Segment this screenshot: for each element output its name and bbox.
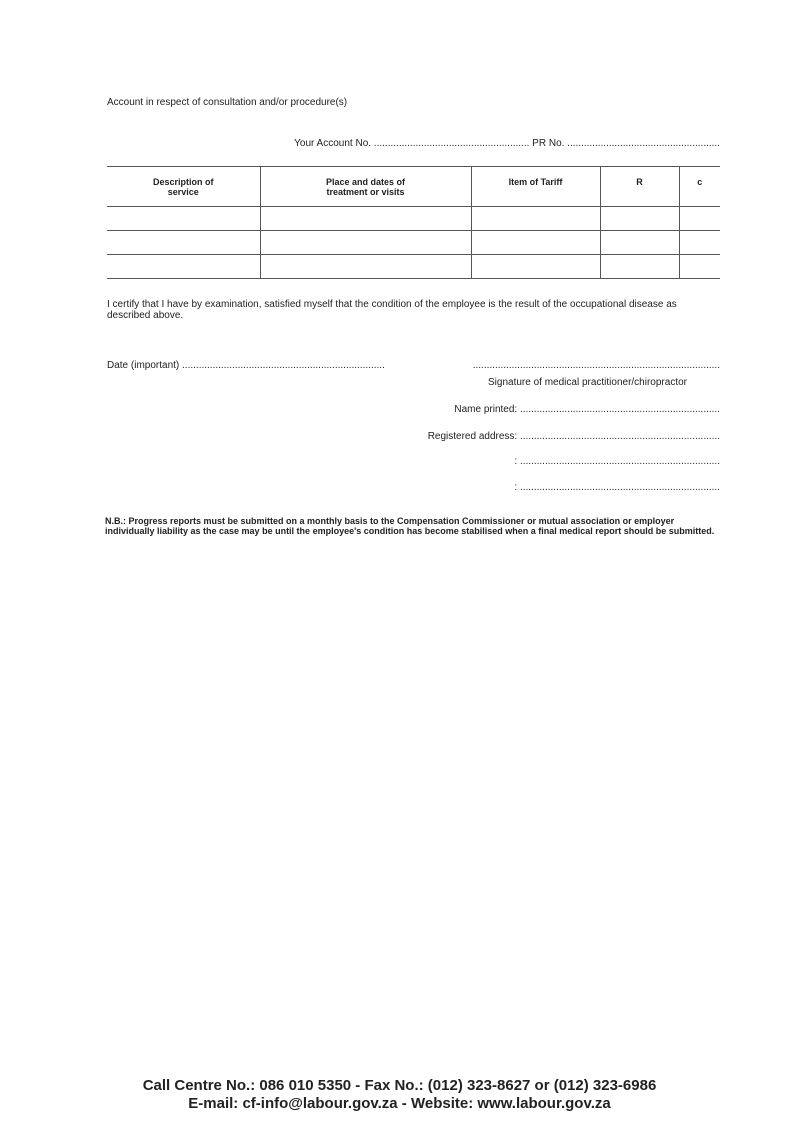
certification-text: I certify that I have by examination, satisfied myself that the condition of the employee is the result of the occupational disease as described above. bbox=[107, 299, 677, 321]
table-header-row bbox=[107, 167, 720, 207]
table-cell[interactable] bbox=[260, 255, 471, 279]
header-description bbox=[107, 167, 260, 207]
address-line-2: : ........................................................................ bbox=[514, 456, 720, 467]
header-place-dates bbox=[260, 167, 471, 207]
signature-line: ......................................................................................... bbox=[472, 360, 720, 371]
table-cell[interactable] bbox=[107, 231, 260, 255]
footer-web-line: E-mail: cf-info@labour.gov.za - Website: www.labour.gov.za bbox=[188, 1095, 611, 1112]
table-cell[interactable] bbox=[471, 255, 600, 279]
table-row bbox=[107, 231, 720, 255]
header-cents bbox=[679, 167, 720, 207]
address-line-3: : ........................................................................ bbox=[514, 482, 720, 493]
table-cell[interactable] bbox=[471, 207, 600, 231]
table-cell[interactable] bbox=[260, 207, 471, 231]
signature-caption: Signature of medical practitioner/chiropractor bbox=[488, 377, 687, 388]
progress-report-note: N.B.: Progress reports must be submitted on a monthly basis to the Compensation Commissioner or mutual association or employer individually liability as the case may be until the employee's condition has become stabilised when a final medical report should be submitted. bbox=[105, 516, 715, 536]
footer-contact-line: Call Centre No.: 086 010 5350 - Fax No.: (012) 323-8627 or (012) 323-6986 bbox=[142, 1077, 657, 1094]
table-cell[interactable] bbox=[600, 207, 679, 231]
table-row bbox=[107, 207, 720, 231]
account-heading: Account in respect of consultation and/or procedure(s) bbox=[107, 97, 348, 108]
table-cell[interactable] bbox=[260, 231, 471, 255]
table-cell[interactable] bbox=[679, 255, 720, 279]
table-cell[interactable] bbox=[679, 207, 720, 231]
table-row bbox=[107, 255, 720, 279]
header-rand-label: R bbox=[636, 177, 643, 187]
account-number-line: Your Account No. ........................................................ PR No. ....................................................... bbox=[294, 138, 720, 149]
table-cell[interactable] bbox=[600, 231, 679, 255]
name-printed-line: Name printed: ........................................................................ bbox=[454, 404, 720, 415]
header-item-tariff-label: Item of Tariff bbox=[508, 177, 563, 187]
header-rand bbox=[600, 167, 679, 207]
table-cell[interactable] bbox=[679, 231, 720, 255]
tariff-table bbox=[107, 166, 720, 279]
registered-address-line: Registered address: ........................................................................ bbox=[427, 431, 720, 442]
header-description-label: Description of service bbox=[152, 177, 214, 197]
table-cell[interactable] bbox=[471, 231, 600, 255]
header-cents-label: c bbox=[697, 177, 703, 187]
header-place-dates-label: Place and dates of treatment or visits bbox=[325, 177, 406, 197]
header-item-tariff bbox=[471, 167, 600, 207]
date-line: Date (important) ......................................................................... bbox=[107, 360, 385, 371]
table-body bbox=[107, 207, 720, 279]
table-cell[interactable] bbox=[107, 207, 260, 231]
table-cell[interactable] bbox=[600, 255, 679, 279]
table-cell[interactable] bbox=[107, 255, 260, 279]
